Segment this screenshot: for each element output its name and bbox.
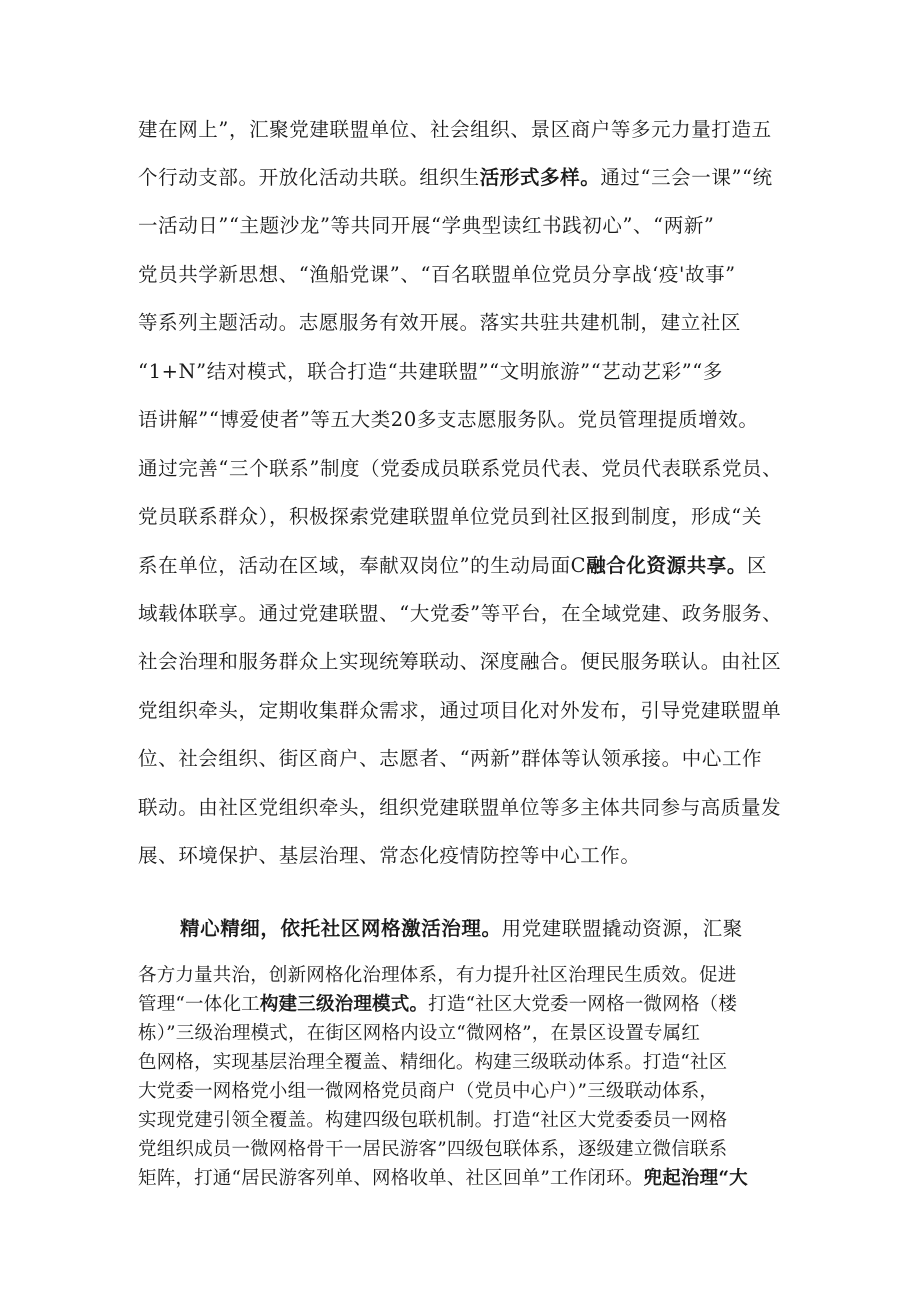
paragraph-line: 联动。由社区党组织牵头，组织党建联盟单位等多主体共同参与高质量发 xyxy=(138,796,782,819)
paragraph-lead-line: 精心精细，依托社区网格激活治理。用党建联盟撬动资源，汇聚 xyxy=(180,917,743,940)
paragraph-line: 建在网上”，汇聚党建联盟单位、社会组织、景区商户等多元力量打造五 xyxy=(138,118,772,141)
paragraph-line: 域载体联享。通过党建联盟、“大党委”等平台，在全域党建、政务服务、 xyxy=(138,602,783,625)
paragraph-line: 位、社会组织、街区商户、志愿者、“两新”群体等认领承接。中心工作 xyxy=(138,747,763,770)
paragraph-line: 社会治理和服务群众上实现统筹联动、深度融合。便民服务联认。由社区 xyxy=(138,650,782,673)
paragraph-line: 系在单位，活动在区域，奉献双岗位”的生动局面C融合化资源共享。区 xyxy=(138,554,768,577)
paragraph-line: 等系列主题活动。志愿服务有效开展。落实共驻共建机制，建立社区 xyxy=(138,311,742,334)
bold-heading: 活形式多样。 xyxy=(479,166,601,189)
bold-heading: 兜起治理“大 xyxy=(643,1168,748,1189)
paragraph-line: 一活动日”“主题沙龙”等共同开展“学典型读红书践初心”、“两新” xyxy=(138,214,715,237)
bold-heading: 融合化资源共享。 xyxy=(586,554,748,577)
bold-heading: 精心精细，依托社区网格激活治理。 xyxy=(180,917,502,940)
paragraph-line: 党员联系群众），积极探索党建联盟单位党员到社区报到制度，形成“关 xyxy=(138,505,762,528)
paragraph-line: 管理“一体化工构建三级治理模式。打造“社区大党委一网格一微网格（楼 xyxy=(138,994,738,1015)
paragraph-line: 党组织牵头，定期收集群众需求，通过项目化对外发布，引导党建联盟单 xyxy=(138,699,782,722)
paragraph-line: 通过完善“三个联系”制度（党委成员联系党员代表、党员代表联系党员、 xyxy=(138,457,783,480)
paragraph-line: 党组织成员一微网格骨干一居民游客”四级包联体系，逐级建立微信联系 xyxy=(138,1139,728,1160)
paragraph-line: 矩阵，打通“居民游客列单、网格收单、社区回单”工作闭环。兜起治理“大 xyxy=(138,1168,748,1189)
paragraph-line: 大党委一网格党小组一微网格党员商户（党员中心户）”三级联动体系， xyxy=(138,1081,719,1102)
paragraph-line: 栋）”三级治理模式，在街区网格内设立“微网格”，在景区设置专属红 xyxy=(138,1023,701,1044)
paragraph-line: 语讲解”“博爱使者”等五大类20多支志愿服务队。党员管理提质增效。 xyxy=(138,408,759,431)
paragraph-line: “1+N”结对模式，联合打造“共建联盟”“文明旅游”“艺动艺彩”“多 xyxy=(138,360,723,383)
bold-heading: 构建三级治理模式。 xyxy=(259,994,429,1015)
paragraph-line: 各方力量共治，创新网格化治理体系，有力提升社区治理民生质效。促进 xyxy=(138,965,737,986)
paragraph-line: 色网格，实现基层治理全覆盖、精细化。构建三级联动体系。打造“社区 xyxy=(138,1052,728,1073)
paragraph-line: 党员共学新思想、“渔船党课”、“百名联盟单位党员分享战‘疫'故事” xyxy=(138,263,736,286)
paragraph-line: 展、环境保护、基层治理、常态化疫情防控等中心工作。 xyxy=(138,844,641,867)
paragraph-line: 实现党建引领全覆盖。构建四级包联机制。打造“社区大党委委员一网格 xyxy=(138,1110,728,1131)
paragraph-line: 个行动支部。开放化活动共联。组织生活形式多样。通过“三会一课”“统 xyxy=(138,166,773,189)
